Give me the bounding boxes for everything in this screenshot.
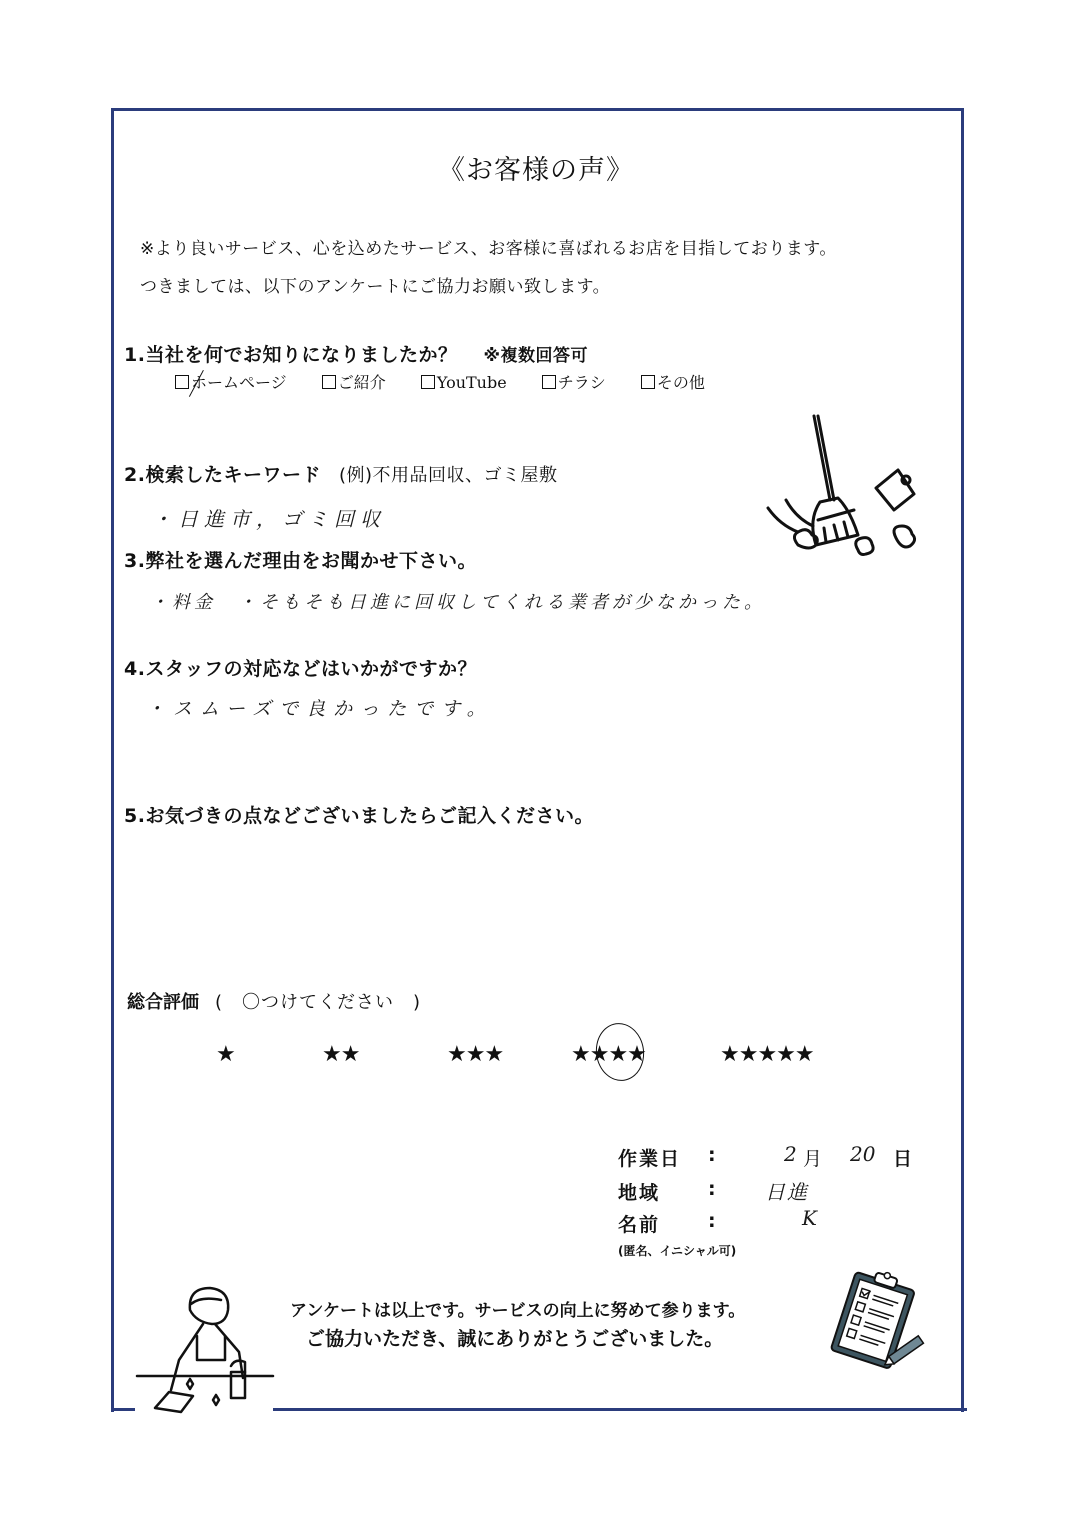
rating-5-stars[interactable]: ★★★★★ (720, 1042, 814, 1067)
frame-bottom-left (111, 1408, 135, 1411)
colon: : (708, 1210, 716, 1232)
checkbox-icon[interactable] (421, 375, 435, 389)
question-number: 5. (124, 805, 146, 827)
option-label: その他 (656, 373, 705, 392)
broom-dustpan-icon (758, 410, 928, 560)
work-date-month[interactable]: 2 (784, 1142, 797, 1166)
question-number: 3. (124, 550, 146, 572)
rating-instruction: ( 〇つけてください ) (215, 992, 422, 1013)
anonymous-note: (匿名、イニシャル可) (618, 1244, 737, 1258)
answer-4-handwritten[interactable]: ・スムーズで良かったです。 (146, 698, 494, 720)
question-1 (124, 340, 588, 367)
multiple-answers-note: ※複数回答可 (483, 346, 588, 366)
work-date-day[interactable]: 20 (850, 1142, 876, 1166)
area-label: 地域 (618, 1182, 661, 1204)
colon: : (708, 1144, 716, 1166)
intro-line-1: ※より良いサービス、心を込めたサービス、お客様に喜ばれるお店を目指しております。 (140, 239, 837, 259)
rating-4-stars-selected[interactable]: ★★★★ (571, 1042, 646, 1067)
option-label: ホームページ (191, 373, 287, 392)
option-other[interactable] (641, 370, 705, 393)
overall-rating-label (127, 988, 421, 1014)
question-text: 弊社を選んだ理由をお聞かせ下さい。 (145, 550, 477, 572)
source-options (175, 370, 735, 393)
closing-line-2: ご協力いただき、誠にありがとうございました。 (306, 1328, 724, 1350)
area-value[interactable]: 日進 (765, 1180, 809, 1204)
answer-2-handwritten[interactable]: ・日進市，ゴミ回収 (152, 507, 386, 531)
frame-bottom-right (273, 1408, 967, 1411)
name-value[interactable]: K (802, 1206, 823, 1230)
intro-line-2: つきましては、以下のアンケートにご協力お願い致します。 (140, 277, 611, 297)
question-number: 1. (124, 344, 146, 366)
checkbox-icon[interactable] (641, 375, 655, 389)
option-referral[interactable] (322, 370, 386, 393)
option-label: チラシ (557, 373, 606, 392)
closing-line-1: アンケートは以上です。サービスの向上に努めて参ります。 (290, 1301, 746, 1321)
page-title: 《お客様の声》 (438, 155, 634, 186)
name-label: 名前 (618, 1214, 661, 1236)
rating-2-stars[interactable]: ★★ (322, 1042, 360, 1067)
question-5 (124, 801, 594, 828)
keyword-example: (例)不用品回収、ゴミ屋敷 (338, 465, 558, 486)
checkbox-icon[interactable] (542, 375, 556, 389)
option-label: YouTube (436, 373, 507, 392)
month-unit: 月 (803, 1148, 823, 1170)
question-number: 4. (124, 658, 146, 680)
colon: : (708, 1178, 716, 1200)
rating-1-star[interactable]: ★ (216, 1042, 235, 1067)
question-text: お気づきの点などございましたらご記入ください。 (145, 805, 594, 827)
day-unit: 日 (893, 1148, 913, 1170)
question-4 (124, 654, 477, 681)
rating-3-stars[interactable]: ★★★ (447, 1042, 504, 1067)
checkbox-checked-icon[interactable] (175, 375, 189, 389)
option-label: ご紹介 (337, 373, 386, 392)
question-number: 2. (124, 464, 146, 486)
answer-5-field[interactable] (140, 840, 920, 960)
survey-frame (111, 108, 964, 1412)
question-text: 検索したキーワード (145, 464, 321, 486)
work-date-label: 作業日 (618, 1148, 682, 1170)
rating-title: 総合評価 (127, 992, 199, 1013)
clipboard-checklist-icon (820, 1270, 930, 1370)
question-2 (124, 460, 558, 487)
question-3 (124, 546, 477, 573)
option-flyer[interactable] (542, 370, 606, 393)
question-text: 当社を何でお知りになりましたか？ (145, 344, 458, 366)
option-youtube[interactable] (421, 373, 507, 392)
question-text: スタッフの対応などはいかがですか？ (145, 658, 477, 680)
answer-3-handwritten[interactable]: ・料金 ・そもそも日進に回収してくれる業者が少なかった。 (150, 592, 766, 613)
option-homepage[interactable] (175, 370, 287, 393)
checkbox-icon[interactable] (322, 375, 336, 389)
cleaning-person-icon (135, 1280, 275, 1415)
